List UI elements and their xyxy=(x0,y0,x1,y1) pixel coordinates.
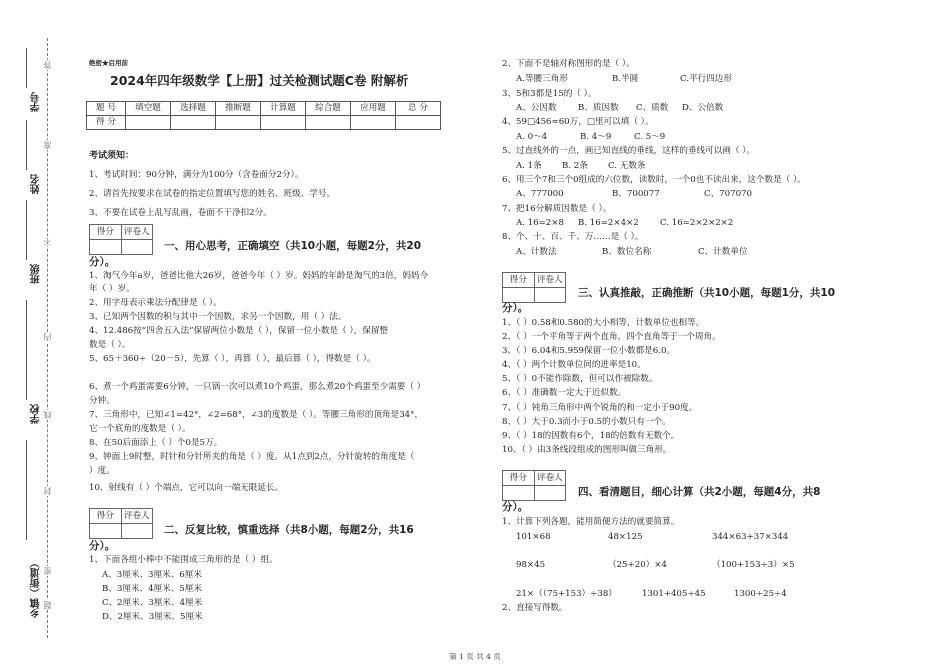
option: C、质数 xyxy=(636,103,669,113)
question-line: 1、淘气今年a岁，爸爸比他大26岁，爸爸今年（ ）岁。妈妈的年龄是淘气的3倍，妈妈今 xyxy=(89,271,429,281)
option: C. 5～9 xyxy=(634,132,666,142)
township-blank xyxy=(26,440,27,540)
notice-item: 1、考试时间：90分钟，满分为100分（含卷面分2分）。 xyxy=(89,170,304,180)
option-row xyxy=(516,75,732,84)
calc-item: 21×（（75+153）÷38） xyxy=(516,589,617,599)
score-blank[interactable] xyxy=(396,116,441,130)
scorer-label: 得分 xyxy=(90,509,122,524)
option: B. 4～9 xyxy=(580,132,612,142)
reviewer-blank[interactable] xyxy=(534,288,566,303)
option-row xyxy=(516,133,665,142)
name-blank xyxy=(26,120,27,170)
section-title: 二、反复比较，慎重选择（共8小题，每题2分，共16 xyxy=(164,524,414,536)
score-table-cell: 填空题 xyxy=(126,102,171,116)
question-line: 10、射线有（ ）个端点，它可以向一端无限延长。 xyxy=(89,483,284,493)
scorer-box xyxy=(89,508,153,539)
question-line: 6、用三个7和三个0组成的六位数，读数时，一个0也不读出来，这个数是（ ）。 xyxy=(502,175,806,185)
question-line: 9、钟面上9时整，时针和分针所夹的角是（ ）度。从1点到2点，分针旋转的角度是（ xyxy=(89,452,415,462)
section-title: 四、看清题目，细心计算（共2小题，每题4分，共8 xyxy=(578,486,821,498)
calc-item: （100+153÷3）×5 xyxy=(712,560,795,570)
score-table-cell: 综合题 xyxy=(306,102,351,116)
option: A. 1条 xyxy=(516,161,542,171)
judgement-line: 8、（ ）大于0.3而小于0.5的小数只有一个。 xyxy=(502,417,671,427)
score-blank[interactable] xyxy=(351,116,396,130)
question-line: ）度。 xyxy=(89,466,115,476)
option: B、数位名称 xyxy=(602,247,652,257)
score-table-cell: 应用题 xyxy=(351,102,396,116)
score-blank[interactable] xyxy=(216,116,261,130)
calc-item: 1301+405÷45 xyxy=(642,589,706,599)
question-line: 1、计算下列各题，能用简便方法的就要简算。 xyxy=(502,517,680,527)
score-blank[interactable] xyxy=(503,288,535,303)
score-table-cell: 推断题 xyxy=(216,102,261,116)
option: C. 无数条 xyxy=(608,161,646,171)
option: B、质因数 xyxy=(578,103,619,113)
option: B. 2条 xyxy=(562,161,588,171)
scorer-label: 得分 xyxy=(503,273,535,288)
score-blank[interactable] xyxy=(126,116,171,130)
option: A、计数法 xyxy=(516,247,557,257)
score-table-cell: 题 号 xyxy=(87,102,126,116)
option-row xyxy=(516,219,733,228)
calc-item: 344×63+37×344 xyxy=(712,532,789,542)
reviewer-label: 评卷人 xyxy=(121,509,153,524)
label-name: 姓名 xyxy=(31,174,42,194)
seal-word: 线 xyxy=(43,411,52,419)
calc-item: 1300÷25÷4 xyxy=(734,589,787,599)
section-title-tail: 分）。 xyxy=(89,256,116,268)
option-row xyxy=(516,190,752,199)
question-line: 6、煮一个鸡蛋需要6分钟，一只锅一次可以煮10个鸡蛋，那么煮20个鸡蛋至少需要（ ） xyxy=(89,382,426,392)
option-row xyxy=(516,162,646,171)
question-line: 8、在50后面添上（ ）个0是5万。 xyxy=(89,438,223,448)
seal-word: 内 xyxy=(43,333,52,341)
option: A、777000 xyxy=(516,189,564,199)
secret-mark: 绝密★启用前 xyxy=(89,59,128,67)
question-line: 数是（ ）。 xyxy=(89,340,131,350)
reviewer-blank[interactable] xyxy=(121,524,153,539)
option: A. 16=2×8 xyxy=(516,218,564,228)
calc-item: （25+20）×4 xyxy=(608,560,667,570)
seal-word: 题 xyxy=(43,601,52,609)
option-row xyxy=(516,104,723,113)
section-title-tail: 分）。 xyxy=(89,540,116,552)
section-title-tail: 分）。 xyxy=(502,302,529,314)
judgement-line: 5、（ ）0不能作除数，但可以作被除数。 xyxy=(502,374,658,384)
option: B.半圆 xyxy=(612,74,639,84)
question-line: 3、已知两个因数的积与其中一个因数，求另一个因数，用（ ）法。 xyxy=(89,312,347,322)
reviewer-label: 评卷人 xyxy=(121,225,153,240)
label-student-id: 学号 xyxy=(31,92,42,112)
seal-word: 准 xyxy=(43,141,52,149)
reviewer-label: 评卷人 xyxy=(534,273,566,288)
question-line: 它一个底角的度数是（ ）。 xyxy=(89,424,191,434)
judgement-line: 1、（ ）0.58和0.580的大小相等，计数单位也相等。 xyxy=(502,318,705,328)
question-line: 2、直接写得数。 xyxy=(502,603,568,613)
student-id-blank xyxy=(26,48,27,88)
class-blank xyxy=(26,200,27,260)
question-line: 5、65＋360÷（20－5），先算（ ），再算（ ），最后算（ ），得数是（ ）。 xyxy=(89,354,376,364)
question-line: 2、下面不是轴对称图形的是（ ）。 xyxy=(502,59,635,69)
question-line: 7、三角形中，已知∠1=42°，∠2=68°，∠3的度数是（ ）。等腰三角形的顶角是34°， xyxy=(89,410,424,420)
option: C、计数单位 xyxy=(698,247,748,257)
question-line: 5、过直线外的一点，画已知直线的垂线，这样的垂线可以画（ ）。 xyxy=(502,146,756,156)
calc-row xyxy=(516,590,787,599)
question-line: 7、把16分解质因数是（ ）。 xyxy=(502,204,612,214)
score-table-cell: 选择题 xyxy=(171,102,216,116)
scorer-label: 得分 xyxy=(503,471,535,486)
judgement-line: 7、（ ）钝角三角形中两个锐角的和一定小于90度。 xyxy=(502,403,698,413)
scorer-label: 得分 xyxy=(90,225,122,240)
calc-row xyxy=(516,561,795,570)
scorer-box xyxy=(89,224,153,255)
question-line: 1、下面各组小棒中不能围成三角形的是（ ）组。 xyxy=(89,555,278,565)
calc-item: 101×68 xyxy=(516,532,551,542)
binding-margin xyxy=(0,0,78,671)
notice-title: 考试须知： xyxy=(89,151,135,161)
score-blank[interactable] xyxy=(171,116,216,130)
score-blank[interactable] xyxy=(503,486,535,501)
option: D、公倍数 xyxy=(682,103,724,113)
notice-item: 3、不要在试卷上乱写乱画，卷面不干净扣2分。 xyxy=(89,208,272,218)
label-township: 乡镇（街道） xyxy=(31,558,42,618)
option-line: D、2厘米、3厘米、5厘米 xyxy=(102,612,203,622)
reviewer-label: 评卷人 xyxy=(534,471,566,486)
option-line: C、2厘米、3厘米、4厘米 xyxy=(102,598,203,608)
calc-item: 48×125 xyxy=(608,532,643,542)
label-school: 学校 xyxy=(31,404,42,424)
question-line: 8、个、十、百、千、万……是（ ）。 xyxy=(502,232,644,242)
option: B、700077 xyxy=(612,189,660,199)
score-table-cell: 计算题 xyxy=(261,102,306,116)
judgement-line: 9、（ ）18的因数有6个，18的倍数有无数个。 xyxy=(502,431,680,441)
score-table-cell: 总 分 xyxy=(396,102,441,116)
page-footer: 第 1 页 共 4 页 xyxy=(449,652,501,661)
section-title-tail: 分）。 xyxy=(502,501,529,513)
score-blank[interactable] xyxy=(90,524,122,539)
section-title: 三、认真推敲，正确推断（共10小题，每题1分，共10 xyxy=(578,287,836,299)
question-line: 4、59□456≈60万，□里可以填（ ）。 xyxy=(502,117,654,127)
option: A. 0～4 xyxy=(516,132,548,142)
option: B. 16=2×4×2 xyxy=(578,218,639,228)
calc-item: 98×45 xyxy=(516,560,546,570)
judgement-line: 6、（ ）准确数一定大于近似数。 xyxy=(502,388,627,398)
section-title: 一、用心思考，正确填空（共10小题，每题2分，共20 xyxy=(164,240,422,252)
option-row xyxy=(516,248,748,257)
question-line: 年（ ）岁。 xyxy=(89,284,135,294)
question-line: 3、5和3都是15的（ ）。 xyxy=(502,89,597,99)
judgement-line: 2、（ ）一个平角等于两个直角，四个直角等于一个周角。 xyxy=(502,332,721,342)
option: C、707070 xyxy=(704,189,752,199)
option: C.平行四边形 xyxy=(680,74,732,84)
question-line: 4、12.486按“四舍五入法”保留两位小数是（ ），保留一位小数是（ ），保留整 xyxy=(89,326,389,336)
seal-word: 答 xyxy=(43,61,52,69)
reviewer-blank[interactable] xyxy=(534,486,566,501)
score-table-score-row xyxy=(87,116,441,130)
option: C. 16=2×2×2×2 xyxy=(660,218,734,228)
judgement-line: 4、（ ）两个计数单位间的进率是10。 xyxy=(502,360,646,370)
seal-word: 不 xyxy=(43,237,52,245)
reviewer-blank[interactable] xyxy=(121,240,153,255)
option: A、公因数 xyxy=(516,103,557,113)
judgement-line: 3、（ ）6.04和5.959保留一位小数都是6.0。 xyxy=(502,346,676,356)
calc-row xyxy=(516,533,788,542)
label-class: 班级 xyxy=(31,264,42,284)
option-line: B、3厘米、4厘米、5厘米 xyxy=(102,584,203,594)
seal-word: 封 xyxy=(43,487,52,495)
notice-item: 2、请首先按要求在试卷的指定位置填写您的姓名、班级、学号。 xyxy=(89,189,336,199)
question-line: 分钟。 xyxy=(89,396,115,406)
scorer-box xyxy=(502,470,566,501)
score-table xyxy=(86,101,441,130)
score-table-cell: 得 分 xyxy=(87,116,126,130)
option-line: A、3厘米、3厘米、6厘米 xyxy=(102,570,202,580)
judgement-line: 10、（ ）由3条线段组成的图形叫做三角形。 xyxy=(502,445,672,455)
score-table-header-row xyxy=(87,102,441,116)
page-title: 2024年四年级数学【上册】过关检测试题C卷 附解析 xyxy=(110,73,409,88)
score-blank[interactable] xyxy=(261,116,306,130)
score-blank[interactable] xyxy=(306,116,351,130)
seal-word: 密 xyxy=(43,567,52,575)
school-blank xyxy=(26,300,27,400)
score-blank[interactable] xyxy=(90,240,122,255)
scorer-box xyxy=(502,272,566,303)
option: A.等腰三角形 xyxy=(516,74,568,84)
question-line: 2、用字母表示乘法分配律是（ ）。 xyxy=(89,298,222,308)
